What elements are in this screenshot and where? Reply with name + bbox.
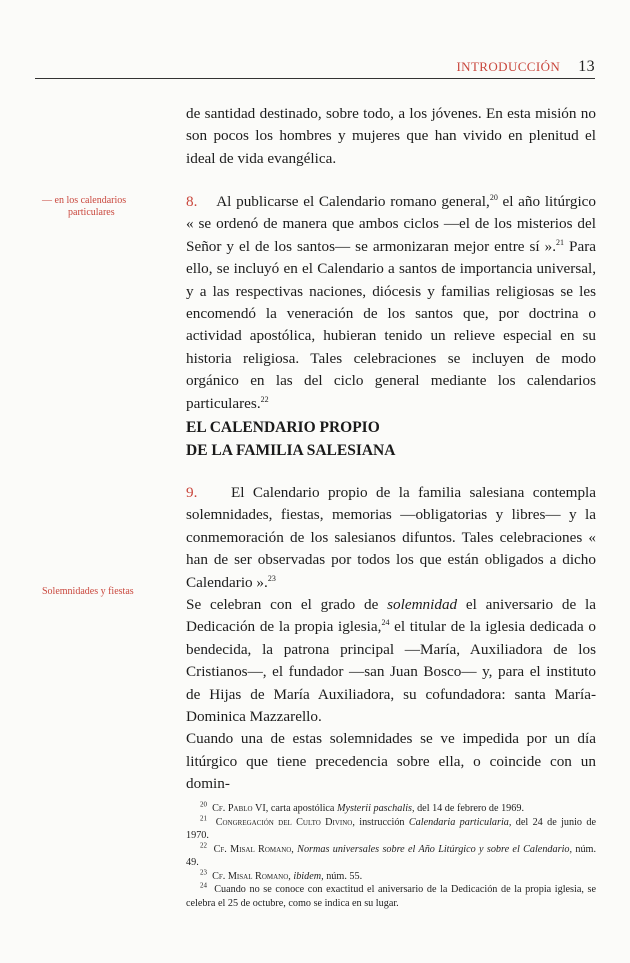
footnote <box>186 843 596 870</box>
footnote-title: Normas universales sobre el Año Litúrgico y sobre el Calendario, <box>297 843 573 855</box>
intro-text: de santidad destinado, sobre todo, a los jóvenes. En esta misión no son pocos los hombres y mujeres que han vivido en plenitud el ideal de vida evangélica. <box>186 105 596 167</box>
intro-paragraph <box>186 103 596 170</box>
footnote-title: Calendaria particularia, <box>408 816 512 828</box>
margin-note-line: Solemnidades y fiestas <box>42 586 134 597</box>
text: del 24 de junio de 1970. <box>186 816 596 841</box>
footnote-number: 20 <box>200 800 207 809</box>
header-rule <box>35 78 595 79</box>
text: el aniversario de la Dedicación de la propia iglesia, <box>186 596 596 636</box>
footnote-number: 24 <box>200 881 207 890</box>
footnote-author: Cf. Misal Romano, <box>213 843 294 855</box>
text: del 14 de febrero de 1969. <box>414 803 525 814</box>
paragraph-number: 9. <box>186 484 198 501</box>
footnote-number: 23 <box>200 868 207 877</box>
text: Cuando no se conoce con exactitud el aniversario de la Dedicación de la propia iglesia, se celebra el 25 de octubre, como se indica en su lugar. <box>186 884 597 909</box>
paragraph-9 <box>186 482 596 796</box>
footnote-author: Congregación del Culto Divino, <box>215 816 355 828</box>
text: el año litúrgico « se ordenó de manera que ambos ciclos —el de los misterios del Señor y el de los santos— se armonizaran mejor entre sí ». <box>186 193 596 255</box>
margin-note-line: — en los calendarios <box>42 195 127 206</box>
footnote-ref: 22 <box>260 394 269 404</box>
footnote <box>186 870 596 884</box>
footnote-author: Cf. Misal Romano, <box>212 870 291 882</box>
section-title: INTRODUCCIÓN <box>456 59 561 74</box>
footnote <box>186 883 596 910</box>
text: Se celebran con el grado de <box>186 596 388 614</box>
footnote-number: 22 <box>200 841 207 850</box>
section-heading <box>186 416 395 462</box>
text: el titular de la iglesia dedicada o bendecida, la patrona principal —María, Auxiliadora de los Cristianos—, el fundador —san Juan Bosco— y, para el instituto de Hijas de María Auxiliadora, su cofundadora: santa María-Dominica Mazzarello. <box>186 618 596 726</box>
running-header <box>456 58 595 76</box>
page-number: 13 <box>578 58 595 75</box>
footnote-ref: 23 <box>267 573 276 583</box>
margin-note-solemnidades <box>42 586 134 598</box>
footnote-ref: 20 <box>489 192 498 202</box>
text: núm. 49. <box>186 843 597 868</box>
footnote-author: Cf. Pablo VI, <box>212 803 269 814</box>
margin-note-calendarios <box>42 195 126 219</box>
text: Al publicarse el Calendario romano general, <box>216 193 490 210</box>
footnote-title: Mysterii paschalis, <box>337 803 415 814</box>
footnote-title: ibidem, <box>293 870 324 882</box>
text: carta apostólica <box>268 803 337 814</box>
footnote <box>186 816 596 843</box>
footnote <box>186 802 596 816</box>
paragraph-8 <box>186 191 596 415</box>
footnote-number: 21 <box>200 814 207 823</box>
heading-line: DE LA FAMILIA SALESIANA <box>186 442 396 459</box>
text: núm. 55. <box>323 870 363 882</box>
margin-note-line: particulares <box>68 207 115 218</box>
paragraph-number: 8. <box>186 193 198 210</box>
text: Cuando una de estas solemnidades se ve impedida por un día litúrgico que tiene precedencia sobre ella, o coincide con un domin- <box>186 730 596 793</box>
footnote-ref: 24 <box>381 618 390 628</box>
text: Para ello, se incluyó en el Calendario a santos de importancia universal, y a las respectivas naciones, diócesis y familias religiosas se les encomendó la veneración de los santos que, por doctrina o actividad apostólica, hubieran tenido un relieve especial en su historia religiosa. Tales celebraciones se incluyen de modo orgánico en las del ciclo general mediante los calendarios particulares. <box>186 237 596 412</box>
footnotes <box>186 802 596 910</box>
text: El Calendario propio de la familia salesiana contempla solemnidades, fiestas, memorias —obligatorias y libres— y la conmemoración de los salesianos difuntos. Tales celebraciones « han de ser observadas por todos los que están obligados a dicho Calendario ». <box>186 484 596 591</box>
heading-line: EL CALENDARIO PROPIO <box>186 419 380 436</box>
text: instrucción <box>354 816 409 828</box>
italic-text: solemnidad <box>387 596 458 614</box>
footnote-ref: 21 <box>556 237 565 247</box>
